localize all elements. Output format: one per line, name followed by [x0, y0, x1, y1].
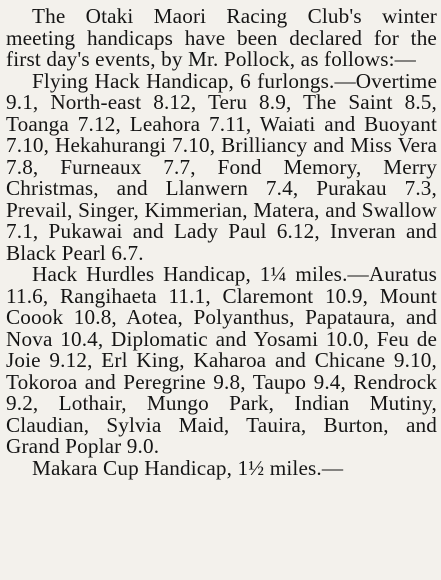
- flying-hack-handicap-paragraph: Flying Hack Handicap, 6 furlongs.—Overtime 9.1, North-east 8.12, Teru 8.9, The Saint 8.5, Toanga 7.12, Leahora 7.11, Waiati and Buoyant 7.10, Hekahurangi 7.10, Brilliancy and Miss Vera 7.8, Furneaux 7.7, Fond Memory, Merry Christmas, and Llanwern 7.4, Purakau 7.3, Prevail, Singer, Kimmerian, Matera, and Swallow 7.1, Pukawai and Lady Paul 6.12, Inveran and Black Pearl 6.7.: [6, 68, 437, 265]
- makara-cup-handicap-paragraph: Makara Cup Handicap, 1½ miles.—: [32, 455, 344, 480]
- intro-paragraph: The Otaki Maori Racing Club's winter meeting handicaps have been declared for the first day's events, by Mr. Pollock, as follows:—: [6, 4, 437, 71]
- hack-hurdles-handicap-paragraph: Hack Hurdles Handicap, 1¼ miles.—Auratus 11.6, Rangihaeta 11.1, Claremont 10.9, Mount Coook 10.8, Aotea, Polyanthus, Papataura, and Nova 10.4, Diplomatic and Yosami 10.0, Feu de Joie 9.12, Erl King, Kaharoa and Chicane 9.10, Tokoroa and Peregrine 9.8, Taupo 9.4, Rendrock 9.2, Lothair, Mungo Park, Indian Mutiny, Claudian, Sylvia Maid, Tauira, Burton, and Grand Poplar 9.0.: [6, 262, 437, 458]
